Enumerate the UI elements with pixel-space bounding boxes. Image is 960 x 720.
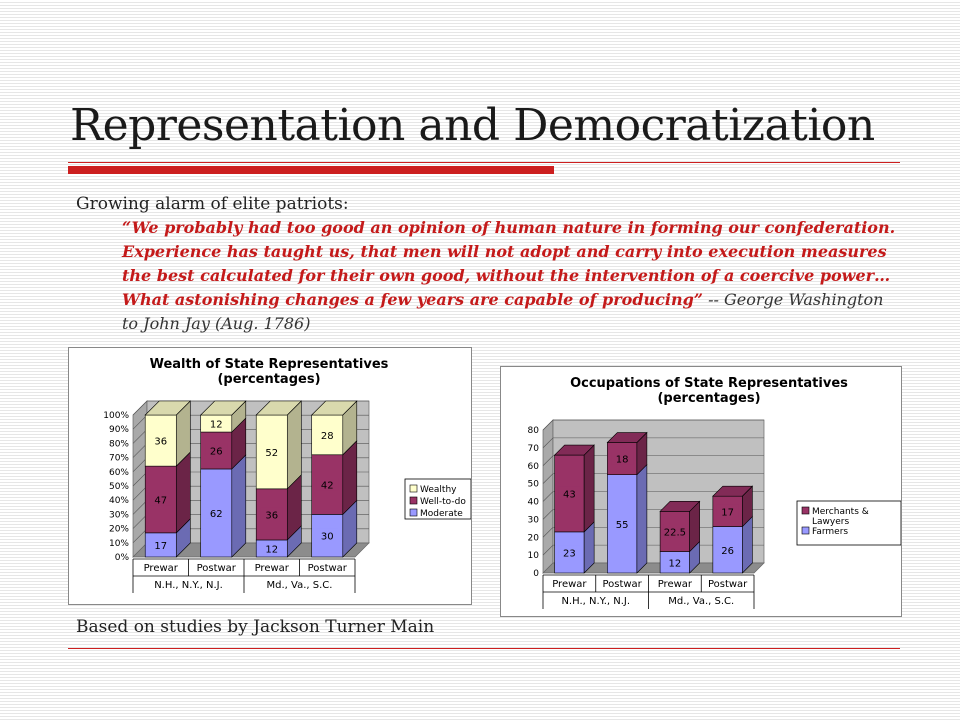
legend-label: Well-to-do: [420, 497, 466, 507]
data-label: 12: [668, 558, 682, 570]
x-tick-label: Postwar: [707, 579, 748, 590]
y-tick-label: 60%: [108, 467, 129, 478]
data-label: 12: [209, 419, 223, 431]
y-tick-label: 50%: [108, 482, 129, 492]
legend-swatch: [802, 507, 809, 514]
group-label: N.H., N.Y., N.J.: [561, 596, 631, 607]
y-tick-label: 0: [533, 569, 539, 579]
chart-subtitle: (percentages): [657, 391, 761, 406]
quote-attribution: -- George Washington to John Jay (Aug. 1786): [122, 290, 884, 333]
bar-side: [637, 465, 647, 573]
y-tick-label: 80: [527, 426, 539, 436]
data-label: 22.5: [663, 527, 687, 539]
group-label: Md., Va., S.C.: [668, 596, 735, 607]
chart-title: Wealth of State Representatives: [149, 357, 389, 372]
y-tick-label: 50: [527, 479, 539, 490]
data-label: 36: [265, 510, 279, 522]
y-tick-label: 70: [527, 443, 539, 454]
data-label: 42: [320, 480, 334, 492]
legend-swatch: [802, 527, 809, 534]
wealth-chart-svg: [69, 348, 471, 604]
data-label: 26: [209, 446, 223, 458]
y-tick-label: 100%: [103, 411, 129, 421]
x-tick-label: Prewar: [254, 563, 289, 574]
y-tick-label: 0%: [114, 553, 129, 563]
x-tick-label: Prewar: [143, 563, 178, 574]
washington-quote: [122, 216, 902, 336]
data-label: 62: [209, 508, 223, 520]
legend-swatch: [410, 509, 417, 516]
data-label: 52: [265, 447, 279, 459]
intro-text: Growing alarm of elite patriots:: [76, 194, 349, 214]
occupations-chart: [500, 366, 902, 617]
legend-swatch: [410, 485, 417, 492]
bar-side: [232, 455, 246, 557]
title-accent-rule: [68, 166, 554, 174]
legend-swatch: [410, 497, 417, 504]
data-label: 17: [721, 507, 734, 519]
y-tick-label: 80%: [108, 439, 129, 450]
y-tick-label: 30%: [108, 510, 129, 521]
slide-title: Representation and Democratization: [70, 100, 875, 151]
footnote: Based on studies by Jackson Turner Main: [76, 617, 435, 637]
y-tick-label: 10%: [108, 538, 129, 549]
wealth-chart: [68, 347, 472, 605]
group-label: Md., Va., S.C.: [266, 580, 333, 591]
x-tick-label: Postwar: [307, 563, 347, 574]
group-label: N.H., N.Y., N.J.: [154, 580, 223, 591]
bar-side: [287, 401, 301, 489]
data-label: 47: [154, 495, 168, 507]
y-tick-label: 20%: [108, 524, 129, 535]
chart-title: Occupations of State Representatives: [570, 376, 848, 391]
x-tick-label: Prewar: [657, 579, 693, 590]
data-label: 30: [320, 531, 334, 543]
data-label: 23: [563, 548, 576, 560]
y-tick-label: 30: [527, 515, 539, 526]
y-tick-label: 70%: [108, 453, 129, 464]
y-tick-label: 10: [527, 551, 539, 562]
data-label: 26: [721, 545, 734, 557]
chart-subtitle: (percentages): [217, 372, 321, 387]
x-tick-label: Prewar: [552, 579, 587, 590]
data-label: 55: [615, 519, 629, 531]
footer-rule: [68, 648, 900, 649]
y-tick-label: 40%: [108, 496, 129, 507]
data-label: 43: [563, 489, 576, 501]
y-tick-label: 20: [527, 533, 539, 544]
data-label: 12: [265, 544, 279, 556]
legend-label: Merchants & Lawyers: [812, 507, 869, 527]
data-label: 28: [320, 430, 334, 442]
data-label: 36: [154, 436, 168, 448]
y-tick-label: 40: [527, 497, 539, 508]
x-tick-label: Postwar: [602, 579, 642, 590]
legend-label: Farmers: [812, 527, 849, 537]
y-tick-label: 60: [527, 461, 539, 472]
legend-label: Moderate: [420, 509, 463, 519]
data-label: 18: [615, 454, 629, 466]
occupations-chart-svg: [501, 367, 901, 616]
data-label: 17: [154, 540, 168, 552]
legend-label: Wealthy: [420, 485, 457, 495]
y-tick-label: 90%: [108, 425, 129, 436]
title-thin-rule: [68, 162, 900, 163]
quote-text: “We probably had too good an opinion of human nature in forming our confederation. Experience has taught us, that men will not adopt and carry into execution measures the best calculated for their own good, without the intervention of a coercive power… What astonishing changes a few years are capable of producing”: [122, 218, 896, 309]
bar-side: [584, 445, 594, 532]
x-tick-label: Postwar: [196, 563, 236, 574]
